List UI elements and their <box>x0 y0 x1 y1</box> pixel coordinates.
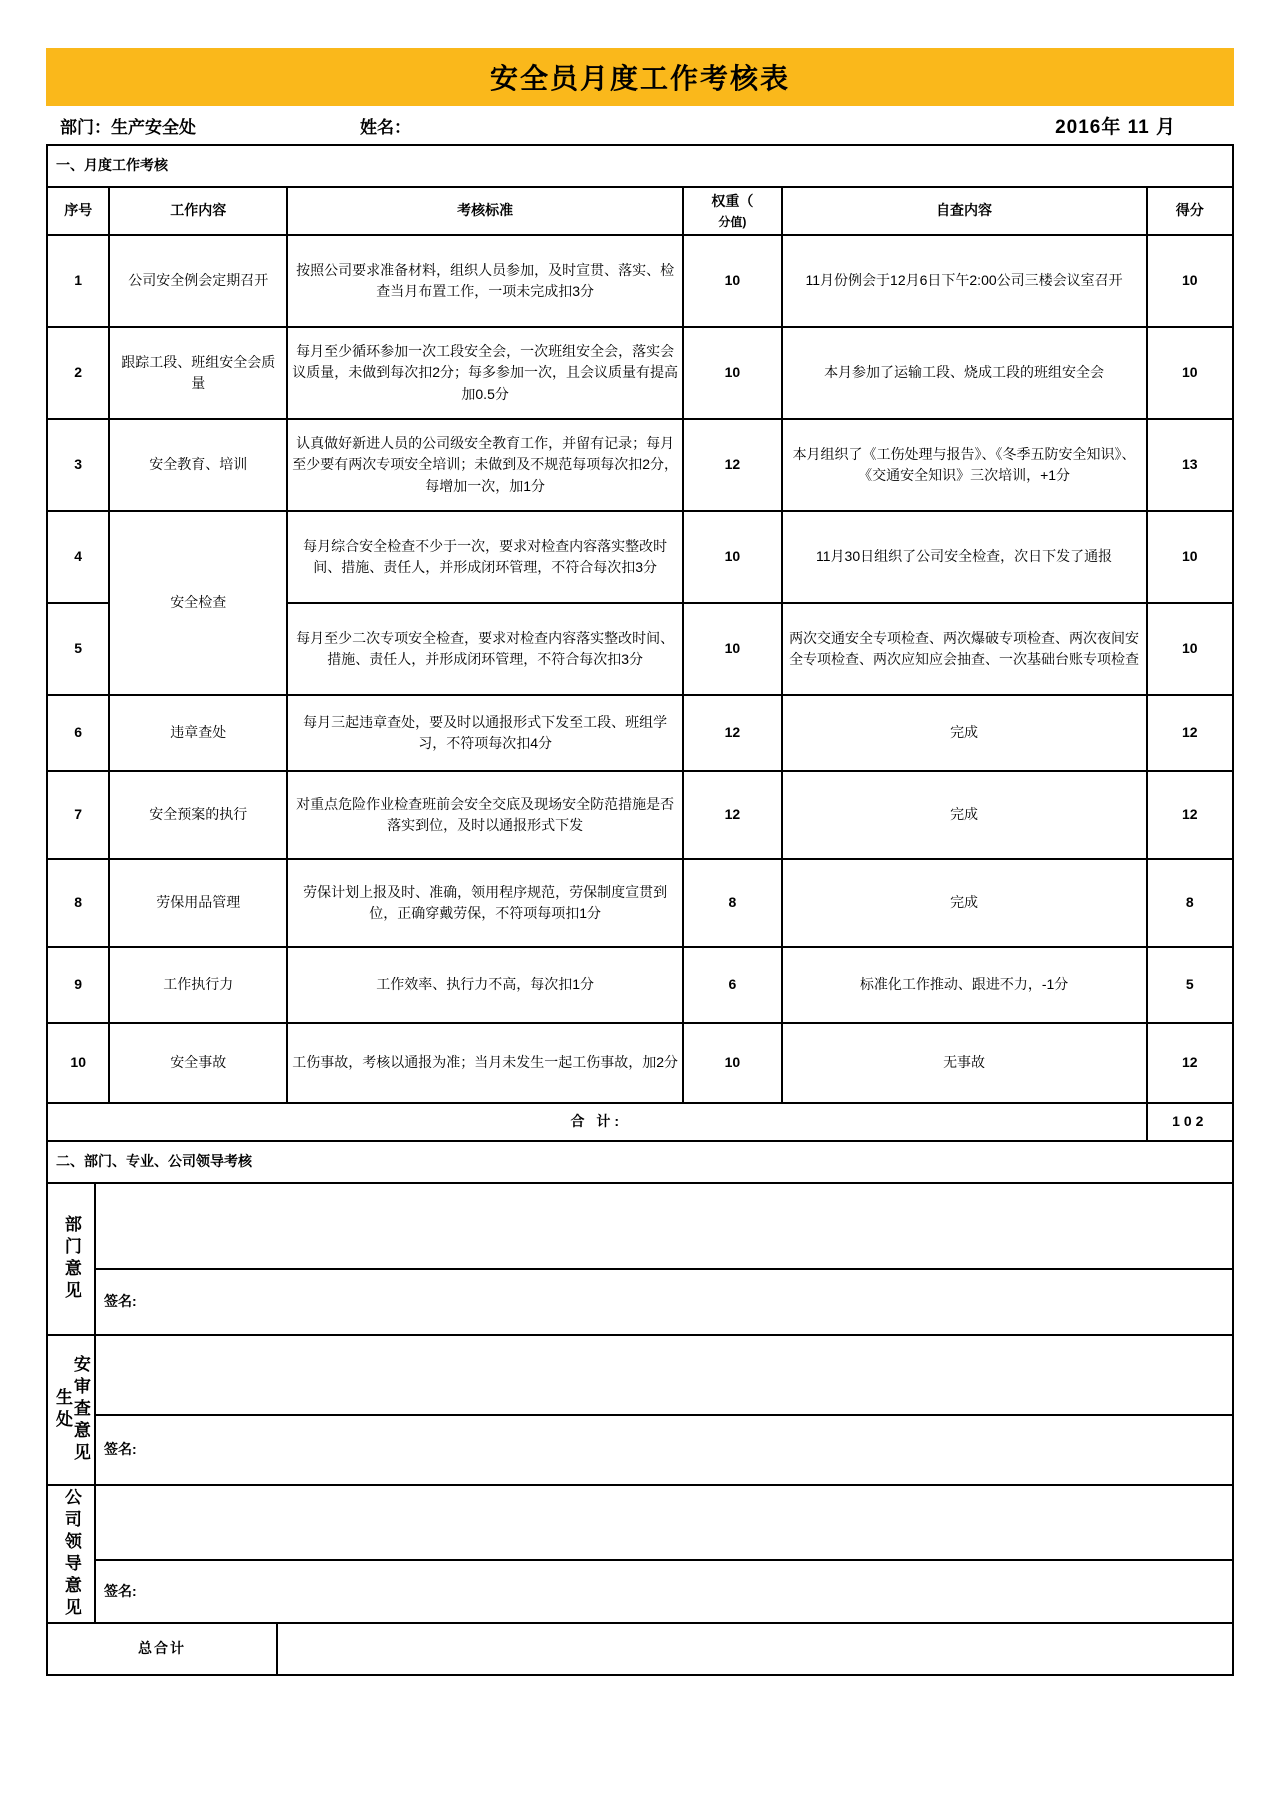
row-standard-text: 每月至少二次专项安全检查，要求对检查内容落实整改时间、措施、责任人，并形成闭环管理，不符合每次扣3分 <box>296 629 675 668</box>
row-self-check[interactable]: 完成 <box>782 859 1147 947</box>
table-row <box>47 771 1233 859</box>
row-score[interactable]: 10 <box>1147 511 1233 603</box>
col-header-weight-line1: 权重（ <box>711 193 754 209</box>
department-label: 部门： <box>60 117 111 137</box>
row-self-check[interactable]: 标准化工作推动、跟进不力，-1分 <box>782 947 1147 1023</box>
row-score[interactable]: 12 <box>1147 771 1233 859</box>
row-self-check[interactable]: 两次交通安全专项检查、两次爆破专项检查、两次夜间安全专项检查、两次应知应会抽查、一次基础台账专项检查 <box>782 603 1147 695</box>
row-standard: 劳保计划上报及时、准确，领用程序规范，劳保制度宣贯到位，正确穿戴劳保，不符项每项扣1分 <box>287 859 683 947</box>
total-label: 合 计: <box>47 1103 1147 1141</box>
row-self-check[interactable]: 无事故 <box>782 1023 1147 1103</box>
row-weight: 12 <box>683 695 781 771</box>
safety-dept-signature[interactable] <box>95 1415 1233 1485</box>
department-value[interactable]: 生产安全处 <box>111 117 196 137</box>
row-score[interactable]: 10 <box>1147 603 1233 695</box>
col-header-work: 工作内容 <box>109 187 287 235</box>
grand-total-table <box>46 1622 1234 1676</box>
row-self-check[interactable]: 本月参加了运输工段、烧成工段的班组安全会 <box>782 327 1147 419</box>
name-field <box>360 113 690 138</box>
title-banner <box>46 48 1234 106</box>
form-meta-row <box>46 106 1234 144</box>
table-row <box>47 859 1233 947</box>
company-leader-opinion-comment[interactable] <box>95 1485 1233 1559</box>
row-self-check[interactable]: 完成 <box>782 695 1147 771</box>
row-no: 9 <box>47 947 109 1023</box>
section-two-heading: 二、部门、专业、公司领导考核 <box>47 1141 1233 1183</box>
department-field <box>60 113 360 138</box>
row-score[interactable]: 10 <box>1147 327 1233 419</box>
row-standard-text: 按照公司要求准备材料，组织人员参加，及时宣贯、落实、检查当月布置工作，一项未完成扣3分 <box>296 261 675 300</box>
row-weight: 12 <box>683 419 781 511</box>
row-work: 安全事故 <box>109 1023 287 1103</box>
section-two-heading-row <box>47 1141 1233 1183</box>
row-standard-text: 每月至少循环参加一次工段安全会，一次班组安全会，落实会议质量，未做到每次扣2分；每多参加一次，且会议质量有提高加0.5分 <box>292 342 679 403</box>
row-work: 工作执行力 <box>109 947 287 1023</box>
row-work: 跟踪工段、班组安全会质量 <box>109 327 287 419</box>
row-standard: 工作效率、执行力不高，每次扣1分 <box>287 947 683 1023</box>
safety-dept-opinion-comment[interactable] <box>95 1335 1233 1415</box>
row-no: 1 <box>47 235 109 327</box>
row-self-check[interactable]: 11月30日组织了公司安全检查，次日下发了通报 <box>782 511 1147 603</box>
safety-dept-signature-label: 签名: <box>104 1441 137 1458</box>
row-no: 10 <box>47 1023 109 1103</box>
row-no: 7 <box>47 771 109 859</box>
table-row <box>47 511 1233 603</box>
row-work: 安全预案的执行 <box>109 771 287 859</box>
section-one-heading: 一、月度工作考核 <box>47 145 1233 187</box>
row-weight: 10 <box>683 603 781 695</box>
safety-dept-signature-row <box>47 1415 1233 1485</box>
row-standard: 工伤事故，考核以通报为准；当月未发生一起工伤事故，加2分 <box>287 1023 683 1103</box>
safety-dept-opinion-label-left: 安审查意见 <box>70 1355 90 1466</box>
company-leader-signature-row <box>47 1560 1233 1624</box>
department-opinion-label: 部门意见 <box>61 1215 81 1304</box>
row-standard <box>287 419 683 511</box>
row-no: 4 <box>47 511 109 603</box>
table-row <box>47 327 1233 419</box>
row-standard <box>287 235 683 327</box>
row-self-check[interactable]: 完成 <box>782 771 1147 859</box>
row-self-check[interactable]: 11月份例会于12月6日下午2:00公司三楼会议室召开 <box>782 235 1147 327</box>
row-standard-text: 每月综合安全检查不少于一次，要求对检查内容落实整改时间、措施、责任人，并形成闭环管理，不符合每次扣3分 <box>303 537 668 576</box>
col-header-weight-line2: 分值) <box>718 214 747 229</box>
row-weight: 10 <box>683 1023 781 1103</box>
row-standard <box>287 327 683 419</box>
table-header-row <box>47 187 1233 235</box>
row-no: 5 <box>47 603 109 695</box>
row-self-check[interactable]: 本月组织了《工伤处理与报告》、《冬季五防安全知识》、《交通安全知识》三次培训，+1分 <box>782 419 1147 511</box>
company-leader-opinion-label: 公司领导意见 <box>61 1488 81 1621</box>
department-opinion-label-cell <box>47 1183 95 1335</box>
row-weight: 10 <box>683 327 781 419</box>
row-score[interactable]: 12 <box>1147 1023 1233 1103</box>
row-weight: 6 <box>683 947 781 1023</box>
row-work: 安全检查 <box>109 511 287 695</box>
company-leader-signature-label: 签名: <box>104 1582 137 1599</box>
grand-total-label: 总合计 <box>47 1623 277 1675</box>
row-no: 3 <box>47 419 109 511</box>
table-row <box>47 419 1233 511</box>
department-opinion-comment[interactable] <box>95 1183 1233 1269</box>
row-weight: 8 <box>683 859 781 947</box>
row-weight: 10 <box>683 511 781 603</box>
row-standard-text: 认真做好新进人员的公司级安全教育工作，并留有记录；每月至少要有两次专项安全培训；未做到及不规范每项每次扣2分，每增加一次，加1分 <box>292 434 679 495</box>
grand-total-value[interactable] <box>277 1623 1233 1675</box>
col-header-standard: 考核标准 <box>287 187 683 235</box>
row-weight: 10 <box>683 235 781 327</box>
company-leader-signature[interactable] <box>95 1560 1233 1624</box>
department-signature-row <box>47 1269 1233 1335</box>
row-standard <box>287 511 683 603</box>
row-work: 劳保用品管理 <box>109 859 287 947</box>
row-score[interactable]: 13 <box>1147 419 1233 511</box>
row-weight: 12 <box>683 771 781 859</box>
total-value[interactable]: 102 <box>1147 1103 1233 1141</box>
date-field[interactable]: 2016年 11 月 <box>1055 116 1176 138</box>
department-opinion-row <box>47 1183 1233 1269</box>
row-no: 6 <box>47 695 109 771</box>
total-row <box>47 1103 1233 1141</box>
safety-dept-opinion-label-cell <box>47 1335 95 1485</box>
col-header-weight <box>683 187 781 235</box>
col-header-self-check: 自查内容 <box>782 187 1147 235</box>
row-score[interactable]: 8 <box>1147 859 1233 947</box>
department-signature[interactable] <box>95 1269 1233 1335</box>
row-score[interactable]: 10 <box>1147 235 1233 327</box>
row-no: 2 <box>47 327 109 419</box>
section-one-heading-row <box>47 145 1233 187</box>
name-label: 姓名： <box>360 117 411 137</box>
col-header-no: 序号 <box>47 187 109 235</box>
row-work: 安全教育、培训 <box>109 419 287 511</box>
table-row <box>47 947 1233 1023</box>
safety-dept-opinion-label-right: 生处 <box>53 1388 72 1433</box>
department-signature-label: 签名: <box>104 1293 137 1310</box>
table-row <box>47 695 1233 771</box>
grand-total-row <box>47 1623 1233 1675</box>
row-score[interactable]: 12 <box>1147 695 1233 771</box>
table-row <box>47 235 1233 327</box>
row-standard: 每月三起违章查处，要及时以通报形式下发至工段、班组学习，不符项每次扣4分 <box>287 695 683 771</box>
col-header-score: 得分 <box>1147 187 1233 235</box>
page-title: 安全员月度工作考核表 <box>489 63 790 94</box>
table-row <box>47 1023 1233 1103</box>
row-work: 公司安全例会定期召开 <box>109 235 287 327</box>
assessment-table <box>46 144 1234 1184</box>
opinion-table <box>46 1182 1234 1624</box>
row-standard: 对重点危险作业检查班前会安全交底及现场安全防范措施是否落实到位，及时以通报形式下发 <box>287 771 683 859</box>
row-score[interactable]: 5 <box>1147 947 1233 1023</box>
safety-dept-opinion-row <box>47 1335 1233 1415</box>
row-standard <box>287 603 683 695</box>
company-leader-opinion-row <box>47 1485 1233 1559</box>
company-leader-opinion-label-cell <box>47 1485 95 1623</box>
row-work: 违章查处 <box>109 695 287 771</box>
row-no: 8 <box>47 859 109 947</box>
